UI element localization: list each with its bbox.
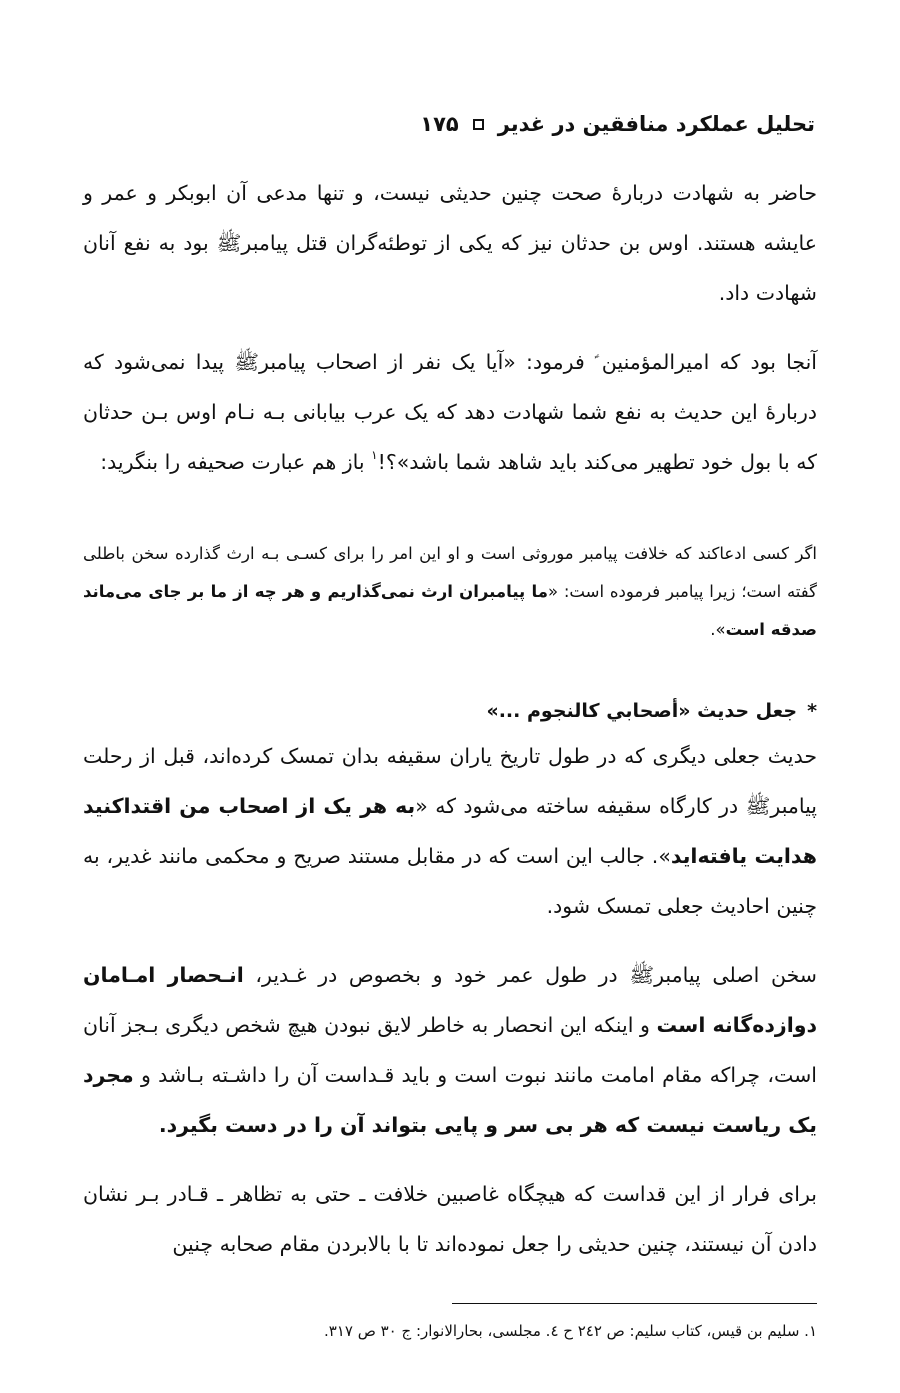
paragraph-3-bold: به هر یک از اصحاب من اقتداکنید هدایت یافته‌اید xyxy=(83,794,817,868)
paragraph-5: برای فرار از این قداست که هیچگاه غاصبین خلافت ـ حتی به تظاهر ـ قـادر بـر نشان دادن آن نیستند، چنین حدیثی را جعل نموده‌اند تا با بالابردن مقام صحابه چنین xyxy=(83,1182,817,1256)
paragraph-2 xyxy=(83,337,817,487)
chapter-title: تحلیل عملکرد منافقین در غدیر xyxy=(497,112,815,136)
footnote-divider xyxy=(452,1303,817,1304)
running-header xyxy=(85,112,815,136)
section-heading xyxy=(83,691,817,731)
block-quote xyxy=(83,535,817,649)
paragraph-1: حاضر به شهادت دربارهٔ صحت چنین حدیثی نیست، و تنها مدعی آن ابوبکر و عمر و عایشه هستند. اوس بن حدثان نیز که یکی از توطئه‌گران قتل پیامبرﷺ بود به نفع آنان شهادت داد. xyxy=(83,181,817,305)
asterisk-icon: * xyxy=(807,700,817,722)
paragraph-4 xyxy=(83,950,817,1150)
quote-text-a: اگر کسی ادعاکند که خلافت پیامبر موروثی است و او این امر را برای کسـی بـه ارث گذارده سخن باطلی گفته است؛ زیرا پیامبر فرموده است: « xyxy=(83,544,817,601)
paragraph-3 xyxy=(83,731,817,931)
square-separator-icon xyxy=(473,119,484,130)
main-text xyxy=(83,168,817,1269)
paragraph-4-text-a: سخن اصلی پیامبرﷺ در طول عمر خود و بخصوص در غـدیر، xyxy=(243,963,817,987)
paragraph-3-text-a: حدیث جعلی دیگری که در طول تاریخ یاران سقیفه بدان تمسک کرده‌اند، قبل از رحلت پیامبرﷺ در کارگاه سقیفه ساخته می‌شود که « xyxy=(83,744,818,818)
paragraph-4-bold-a: انـحصار امـامان دوازده‌گانه است xyxy=(83,963,817,1037)
footnote-reference[interactable]: ۱ xyxy=(371,448,378,462)
quote-text-c: ». xyxy=(710,620,726,639)
paragraph-2-text: آنجا بود که امیرالمؤمنین ؑ فرمود: «آیا یک نفر از اصحاب پیامبرﷺ پیدا نمی‌شود که دربارهٔ این حدیث به نفع شما شهادت دهد که یک عرب بیابانی بـه نـام اوس بـن حدثان که با بول خود تطهیر می‌کند باید شاهد شما باشد»؟! xyxy=(83,350,817,474)
quote-bold: ما پیامبران ارث نمی‌گذاریم و هر چه از ما بر جای می‌ماند صدقه است xyxy=(83,582,817,639)
footnote: ۱. سلیم بن قیس، کتاب سلیم: ص ۲٤۲ ح ٤. مجلسی، بحارالانوار: ج ۳۰ ص ۳۱۷. xyxy=(323,1322,817,1340)
paragraph-4-bold-d: مجرد یک ریاست نیست که هر بی سر و پایی بتواند آن را در دست بگیرد. xyxy=(83,1063,817,1137)
section-heading-text: جعل حدیث «أصحابي کالنجوم ...» xyxy=(486,700,798,722)
paragraph-3-text-c: ». جالب این است که در مقابل مستند صریح و محکمی مانند غدیر، به چنین احادیث جعلی تمسک شود. xyxy=(83,844,817,918)
paragraph-4-text-c: و اینکه این انحصار به خاطر لایق نبودن هیچ شخص دیگری بـجز آنان است، چراکه مقام امامت مانند نبوت است و باید قـداست آن را داشـته بـاشد و xyxy=(83,1013,817,1087)
page-number: ۱۷۵ xyxy=(420,112,459,136)
paragraph-2-tail: باز هم عبارت صحیفه را بنگرید: xyxy=(100,450,372,474)
